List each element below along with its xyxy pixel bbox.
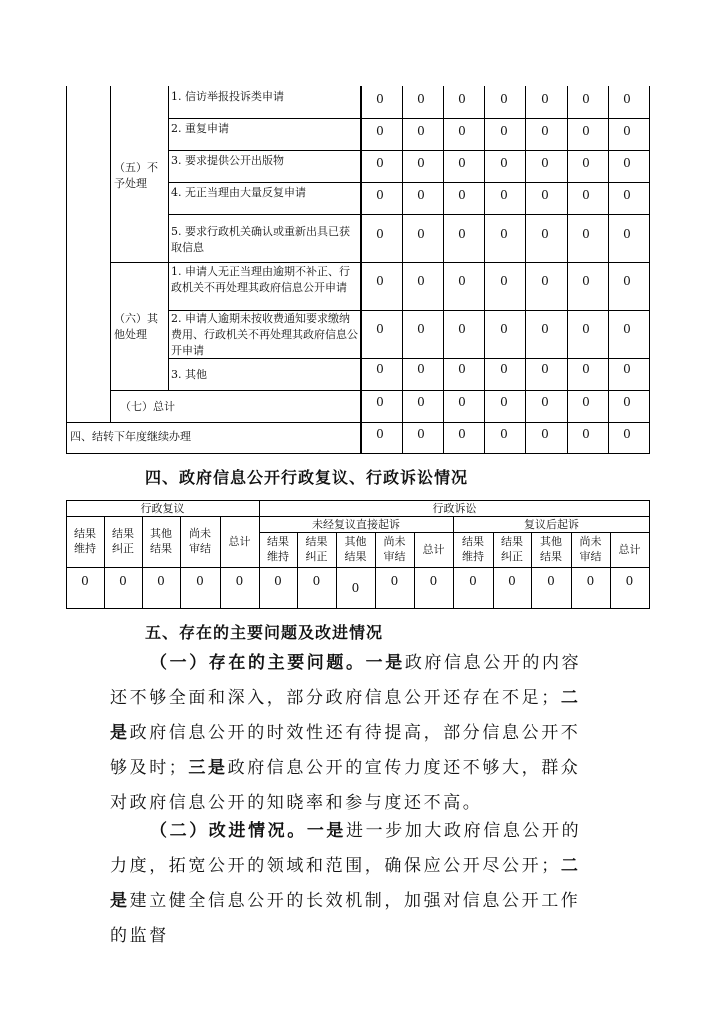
table-cell-value: 0 xyxy=(541,322,549,336)
keyword: 三是 xyxy=(188,758,228,778)
table-cell-value: 0 xyxy=(582,274,590,288)
table-cell-value: 0 xyxy=(541,188,549,202)
row-label: 1. 信访举报投诉类申请 xyxy=(171,90,284,103)
table-cell-value: 0 xyxy=(417,92,425,106)
table-cell-value: 0 xyxy=(582,188,590,202)
column-header: 总计 xyxy=(228,535,251,548)
column-header: 总计 xyxy=(618,543,641,556)
table-cell-value: 0 xyxy=(508,574,516,588)
table-cell-value: 0 xyxy=(417,322,425,336)
table-cell-value: 0 xyxy=(500,274,508,288)
table-cell-value: 0 xyxy=(376,427,384,441)
row-label: 2. 申请人逾期未按收费通知要求缴纳费用、行政机关不再处理其政府信息公开申请 xyxy=(171,312,358,357)
table-cell-value: 0 xyxy=(196,574,204,588)
table-cell-value: 0 xyxy=(312,574,321,588)
column-header: 结果维持 xyxy=(462,535,484,563)
row-label: 3. 其他 xyxy=(171,368,207,381)
table-cell-value: 0 xyxy=(623,124,631,138)
table-cell-value: 0 xyxy=(582,124,590,138)
table-cell-value: 0 xyxy=(623,227,631,241)
table-cell-value: 0 xyxy=(469,574,477,588)
column-header: 其他结果 xyxy=(344,535,367,563)
column-header: 尚未审结 xyxy=(579,535,602,563)
table-cell-value: 0 xyxy=(500,92,508,106)
table-cell-value: 0 xyxy=(458,322,466,336)
column-header: 其他结果 xyxy=(540,535,562,563)
table-cell-value: 0 xyxy=(582,322,590,336)
group5-label: （五）不予处理 xyxy=(114,161,158,190)
table-cell-value: 0 xyxy=(623,395,631,409)
group6-label: （六）其他处理 xyxy=(114,312,158,341)
table-cell-value: 0 xyxy=(458,227,466,241)
table-cell-value: 0 xyxy=(623,156,631,170)
table-cell-value: 0 xyxy=(582,92,590,106)
problem-text: 政府信息公开的内容还不够全面和深入，部分政府信息公开还存在不足； xyxy=(110,653,582,708)
improvements-lead: （二）改进情况。 xyxy=(150,821,307,841)
column-header: 结果维持 xyxy=(74,527,96,555)
table-cell-value: 0 xyxy=(376,188,384,202)
table-cell-value: 0 xyxy=(157,574,165,588)
table-cell-value: 0 xyxy=(500,227,508,241)
table-cell-value: 0 xyxy=(541,227,549,241)
table-cell-value: 0 xyxy=(274,574,282,588)
table-cell-value: 0 xyxy=(351,581,360,595)
table-cell-value: 0 xyxy=(376,274,384,288)
direct-header: 未经复议直接起诉 xyxy=(312,518,400,531)
table-cell-value: 0 xyxy=(417,188,425,202)
section5-heading: 五、存在的主要问题及改进情况 xyxy=(145,623,384,642)
table-cell-value: 0 xyxy=(586,574,595,588)
table-cell-value: 0 xyxy=(458,92,466,106)
table-cell-value: 0 xyxy=(119,574,127,588)
table-cell-value: 0 xyxy=(235,574,244,588)
improvements-paragraph xyxy=(110,814,590,954)
table-cell-value: 0 xyxy=(376,124,384,138)
table-cell-value: 0 xyxy=(500,395,508,409)
table-cell-value: 0 xyxy=(541,427,549,441)
table-cell-value: 0 xyxy=(500,124,508,138)
column-header: 结果纠正 xyxy=(305,535,328,563)
table-cell-value: 0 xyxy=(541,362,549,376)
column-header: 总计 xyxy=(422,543,445,556)
column-header: 结果维持 xyxy=(267,535,289,563)
table-cell-value: 0 xyxy=(623,188,631,202)
table-cell-value: 0 xyxy=(417,124,425,138)
table-cell-value: 0 xyxy=(376,92,384,106)
problem-text: 政府信息公开的宣传力度还不够大，群众对政府信息公开的知晓率和参与度还不高。 xyxy=(110,758,581,813)
table-cell-value: 0 xyxy=(417,156,425,170)
table-cell-value: 0 xyxy=(547,574,555,588)
column-header: 结果纠正 xyxy=(112,527,134,555)
table-cell-value: 0 xyxy=(500,322,508,336)
table-cell-value: 0 xyxy=(376,156,384,170)
table-cell-value: 0 xyxy=(625,574,634,588)
table-cell-value: 0 xyxy=(376,362,384,376)
total-label: （七）总计 xyxy=(120,400,175,413)
keyword: 一是 xyxy=(306,821,347,841)
improvement-text: 进一步加大政府信息公开的力度，拓宽公开的领域和范围，确保应公开尽公开； xyxy=(110,821,582,876)
column-header: 结果纠正 xyxy=(501,535,523,563)
table-cell-value: 0 xyxy=(582,395,590,409)
problems-lead: （一）存在的主要问题。 xyxy=(150,653,366,673)
table-cell-value: 0 xyxy=(458,427,466,441)
table-cell-value: 0 xyxy=(417,227,425,241)
row-label: 4. 无正当理由大量反复申请 xyxy=(171,186,306,199)
table-cell-value: 0 xyxy=(541,124,549,138)
keyword: 二是 xyxy=(110,856,581,911)
table-cell-value: 0 xyxy=(500,362,508,376)
table-cell-value: 0 xyxy=(81,574,89,588)
column-header: 尚未审结 xyxy=(383,535,406,563)
table-cell-value: 0 xyxy=(582,362,590,376)
table-cell-value: 0 xyxy=(458,362,466,376)
table-cell-value: 0 xyxy=(500,156,508,170)
section4-heading: 四、政府信息公开行政复议、行政诉讼情况 xyxy=(145,468,469,487)
table-cell-value: 0 xyxy=(390,574,399,588)
table-cell-value: 0 xyxy=(458,124,466,138)
keyword: 一是 xyxy=(365,653,405,673)
table-cell-value: 0 xyxy=(582,156,590,170)
table-cell-value: 0 xyxy=(500,427,508,441)
row-label: 5. 要求行政机关确认或重新出具已获取信息 xyxy=(171,225,350,254)
table-cell-value: 0 xyxy=(623,322,631,336)
table-cell-value: 0 xyxy=(376,395,384,409)
table-cell-value: 0 xyxy=(623,92,631,106)
carry-label: 四、结转下年度继续办理 xyxy=(70,430,191,443)
table-cell-value: 0 xyxy=(500,188,508,202)
row-label: 2. 重复申请 xyxy=(171,122,229,135)
table-cell-value: 0 xyxy=(458,395,466,409)
table-cell-value: 0 xyxy=(582,427,590,441)
after-header: 复议后起诉 xyxy=(524,518,579,531)
row-label: 1. 申请人无正当理由逾期不补正、行政机关不再处理其政府信息公开申请 xyxy=(171,265,350,294)
table-cell-value: 0 xyxy=(623,362,631,376)
row-label: 3. 要求提供公开出版物 xyxy=(171,154,284,167)
table-cell-value: 0 xyxy=(541,274,549,288)
table-cell-value: 0 xyxy=(458,274,466,288)
table-cell-value: 0 xyxy=(458,156,466,170)
table-cell-value: 0 xyxy=(417,362,425,376)
table-cell-value: 0 xyxy=(417,427,425,441)
table-cell-value: 0 xyxy=(458,188,466,202)
column-header: 尚未审结 xyxy=(189,527,211,555)
table-cell-value: 0 xyxy=(417,274,425,288)
table-cell-value: 0 xyxy=(541,92,549,106)
table-cell-value: 0 xyxy=(541,156,549,170)
table-cell-value: 0 xyxy=(376,322,384,336)
table-cell-value: 0 xyxy=(623,427,631,441)
column-header: 其他结果 xyxy=(150,527,172,555)
problems-paragraph xyxy=(110,646,590,821)
table-cell-value: 0 xyxy=(429,574,438,588)
review-header: 行政复议 xyxy=(140,502,185,515)
table-cell-value: 0 xyxy=(582,227,590,241)
improvement-text: 建立健全信息公开的长效机制，加强对信息公开工作的监督 xyxy=(110,891,581,946)
table-cell-value: 0 xyxy=(541,395,549,409)
table-cell-value: 0 xyxy=(623,274,631,288)
table-cell-value: 0 xyxy=(417,395,425,409)
keyword: 二是 xyxy=(110,688,581,743)
problem-text: 政府信息公开的时效性还有待提高，部分信息公开不够及时； xyxy=(110,723,581,778)
litigation-header: 行政诉讼 xyxy=(432,502,477,515)
table-cell-value: 0 xyxy=(376,227,384,241)
